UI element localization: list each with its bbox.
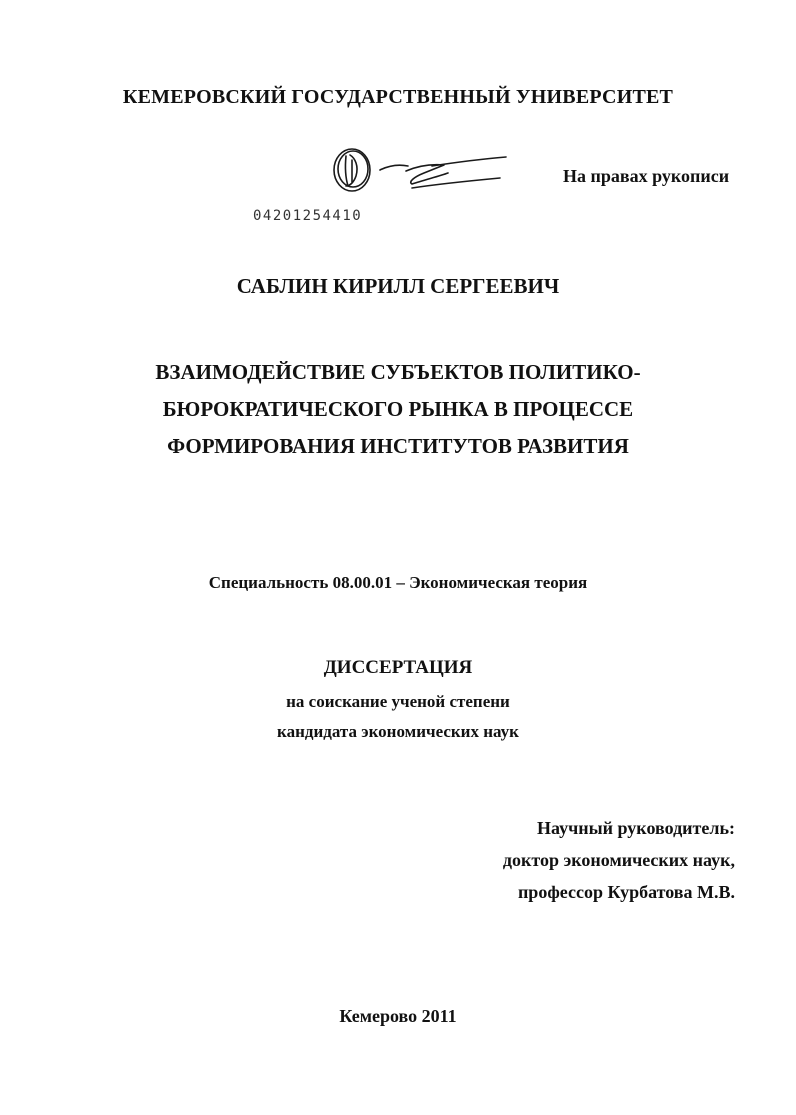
dissertation-title-line: ВЗАИМОДЕЙСТВИЕ СУБЪЕКТОВ ПОЛИТИКО- <box>155 360 641 384</box>
supervisor-name: профессор Курбатова М.В. <box>517 882 735 902</box>
manuscript-note: На правах рукописи <box>563 166 730 186</box>
author-name: САБЛИН КИРИЛЛ СЕРГЕЕВИЧ <box>236 274 560 298</box>
degree-line: кандидата экономических наук <box>277 722 519 741</box>
specialty: Специальность 08.00.01 – Экономическая теория <box>208 573 588 592</box>
signature-image <box>328 140 513 202</box>
supervisor-degree: доктор экономических наук, <box>502 850 735 870</box>
city-year: Кемерово 2011 <box>339 1006 457 1026</box>
university-name: КЕМЕРОВСКИЙ ГОСУДАРСТВЕННЫЙ УНИВЕРСИТЕТ <box>122 86 674 108</box>
supervisor-label: Научный руководитель: <box>537 818 735 838</box>
document-type: ДИССЕРТАЦИЯ <box>323 657 473 678</box>
degree-line: на соискание ученой степени <box>286 692 510 711</box>
dissertation-title-line: ФОРМИРОВАНИЯ ИНСТИТУТОВ РАЗВИТИЯ <box>167 434 629 458</box>
registration-number: 04201254410 <box>253 208 363 224</box>
dissertation-title-line: БЮРОКРАТИЧЕСКОГО РЫНКА В ПРОЦЕССЕ <box>162 397 634 421</box>
